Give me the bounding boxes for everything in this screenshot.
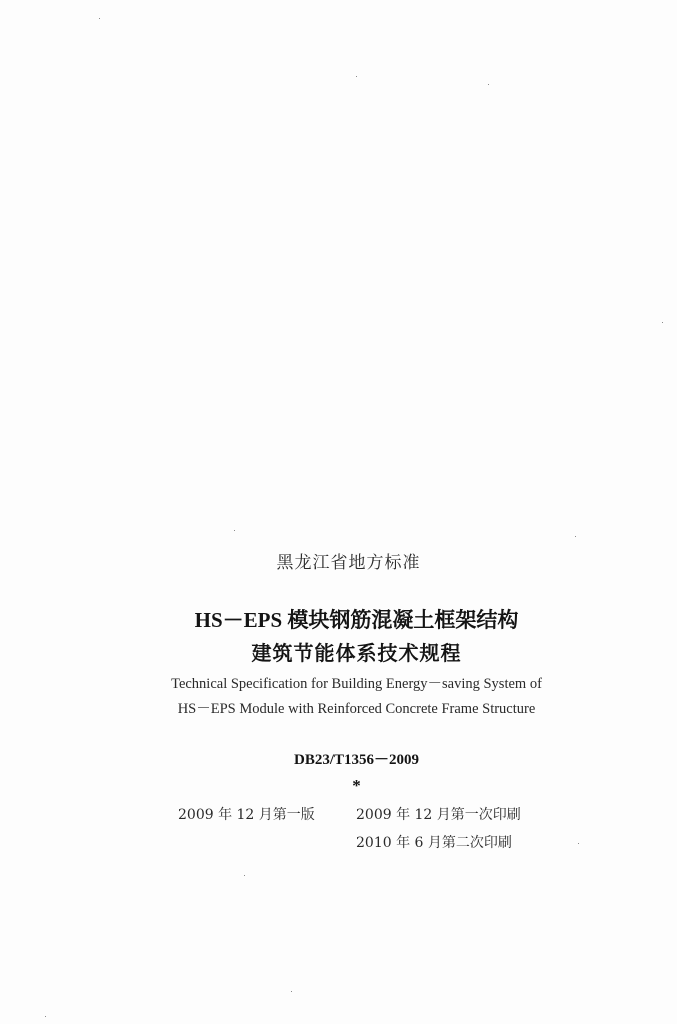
scan-speck — [662, 322, 663, 323]
scan-speck — [234, 530, 235, 531]
scan-speck — [488, 84, 489, 85]
scan-speck — [291, 991, 292, 992]
scan-speck — [45, 1016, 46, 1017]
scan-speck — [356, 76, 357, 77]
edition-info: 2009 年 12 月第一版 — [178, 807, 315, 823]
title-english-line-2: HS－EPS Module with Reinforced Concrete Frame Structure — [177, 701, 536, 717]
standard-number: DB23/T1356－2009 — [293, 752, 419, 768]
second-printing-info: 2010 年 6 月第二次印刷 — [356, 835, 512, 851]
scan-speck — [578, 843, 579, 844]
scan-speck — [244, 875, 245, 876]
scan-speck — [575, 536, 576, 537]
standard-type-heading: 黑龙江省地方标准 — [276, 553, 421, 573]
first-printing-info: 2009 年 12 月第一次印刷 — [356, 807, 521, 823]
title-chinese-line-1: HS－EPS 模块钢筋混凝土框架结构 — [194, 608, 519, 632]
separator-star: * — [352, 776, 361, 795]
title-chinese-line-2: 建筑节能体系技术规程 — [251, 641, 462, 665]
title-english-line-1: Technical Specification for Building Energy－saving System of — [171, 676, 542, 692]
scan-speck — [99, 18, 100, 19]
